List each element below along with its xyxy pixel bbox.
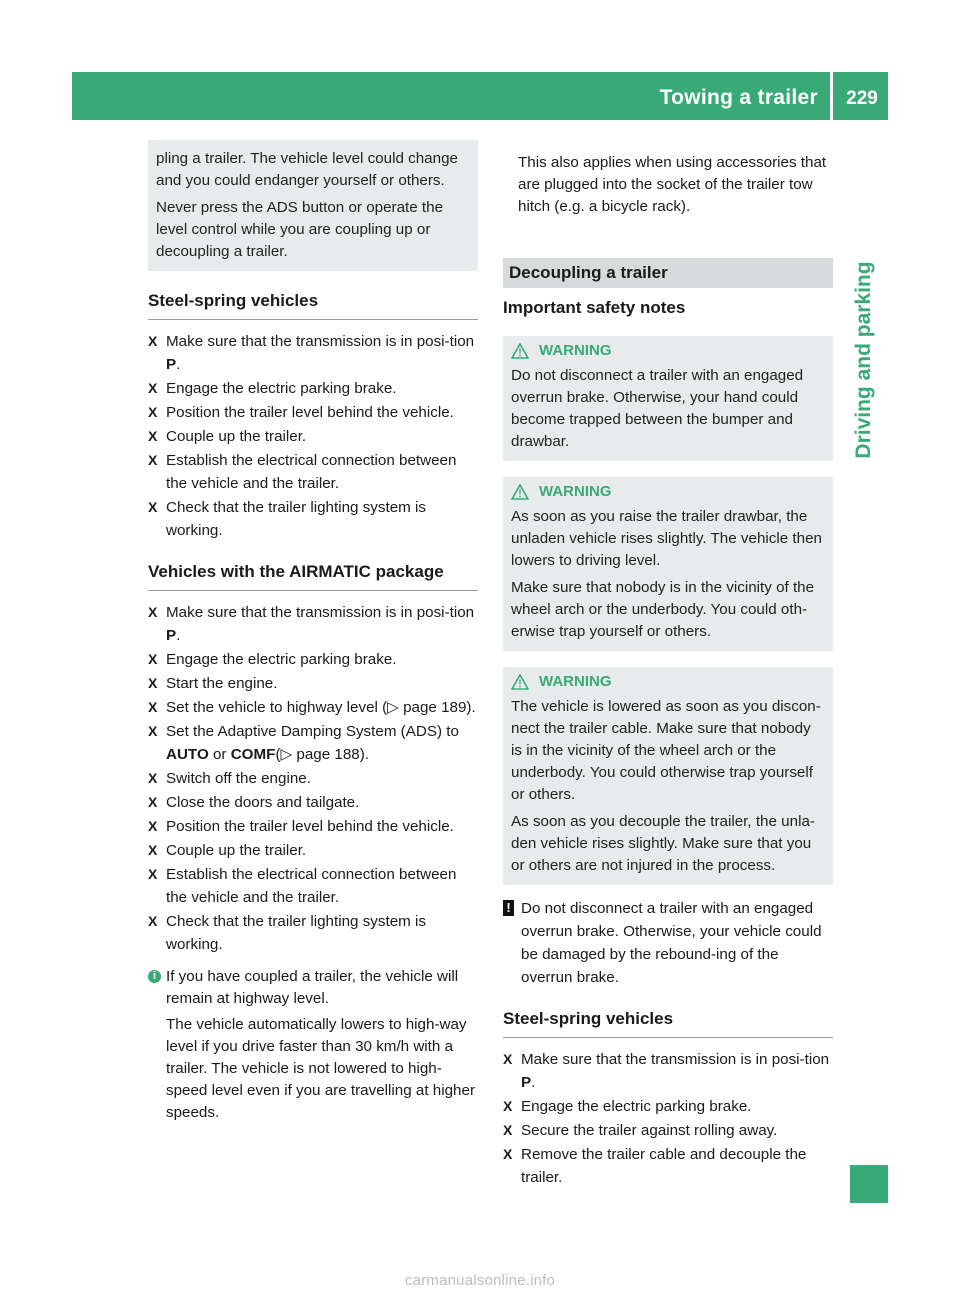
step-icon: X — [148, 499, 158, 515]
step-icon: X — [148, 675, 158, 691]
list-item: X Establish the electrical connection between the vehicle and the trailer. — [148, 863, 478, 909]
step-icon: X — [503, 1098, 513, 1114]
list-item: X Establish the electrical connection between the vehicle and the trailer. — [148, 449, 478, 495]
step-icon: X — [148, 699, 158, 715]
list-item: X Make sure that the transmission is in posi-tion P. — [148, 330, 478, 376]
info-paragraph: If you have coupled a trailer, the vehicle will remain at highway level. — [166, 968, 459, 1007]
list-item: X Check that the trailer lighting system is working. — [148, 910, 478, 956]
list-item: X Position the trailer level behind the vehicle. — [148, 401, 478, 424]
step-icon: X — [148, 866, 158, 882]
info-paragraph: The vehicle automatically lowers to high-way level if you drive faster than 30 km/h with a trailer. The vehicle is not lowered to high-speed level even if you are travelling at higher speeds. — [166, 1016, 476, 1121]
step-icon: X — [148, 404, 158, 420]
exclamation-icon: ! — [503, 900, 514, 916]
list-item: X Engage the electric parking brake. — [148, 648, 478, 671]
list-item: X Couple up the trailer. — [148, 425, 478, 448]
step-icon: X — [148, 723, 158, 739]
list-item: X Set the Adaptive Damping System (ADS) to AUTO or COMF(▷ page 188). — [148, 720, 478, 766]
box-paragraph: pling a trailer. The vehicle level could change and you could endanger yourself or others. — [156, 150, 458, 189]
list-item: X Make sure that the transmission is in posi-tion P. — [503, 1048, 833, 1094]
step-icon: X — [148, 380, 158, 396]
warning-text: Make sure that nobody is in the vicinity of the wheel arch or the underbody. You could oth-erwise trap yourself or others. — [511, 579, 815, 640]
steel-spring-heading: Steel-spring vehicles — [503, 1009, 833, 1038]
list-item: X Engage the electric parking brake. — [503, 1095, 833, 1118]
list-item: X Start the engine. — [148, 672, 478, 695]
step-icon: X — [148, 794, 158, 810]
right-column — [503, 152, 833, 1190]
steel-spring-heading: Steel-spring vehicles — [148, 291, 478, 320]
warning-title: WARNING — [511, 342, 823, 359]
damage-note — [503, 897, 833, 989]
step-icon: X — [148, 818, 158, 834]
box-paragraph: Never press the ADS button or operate the level control while you are coupling up or decoupling a trailer. — [156, 199, 444, 260]
list-item: X Switch off the engine. — [148, 767, 478, 790]
intro-paragraph: This also applies when using accessories that are plugged into the socket of the trailer tow hitch (e.g. a bicycle rack). — [518, 154, 827, 215]
page-title: Towing a trailer — [659, 86, 818, 109]
list-item: X Couple up the trailer. — [148, 839, 478, 862]
section-side-tab: Driving and parking — [852, 261, 875, 459]
continued-warning-box — [148, 140, 478, 271]
step-icon: X — [148, 842, 158, 858]
warning-title: WARNING — [511, 673, 823, 690]
step-icon: X — [148, 452, 158, 468]
warning-triangle-icon — [511, 343, 539, 359]
warning-box — [503, 336, 833, 461]
list-item: X Remove the trailer cable and decouple the trailer. — [503, 1143, 833, 1189]
warning-text: As soon as you decouple the trailer, the unla-den vehicle rises slightly. Make sure that you or others are not injured in the process. — [511, 813, 815, 874]
warning-triangle-icon — [511, 674, 539, 690]
warning-box — [503, 667, 833, 885]
warning-text: As soon as you raise the trailer drawbar, the unladen vehicle rises slightly. The vehicle then lowers to driving level. — [511, 508, 822, 569]
step-icon: X — [148, 333, 158, 349]
step-icon: X — [503, 1122, 513, 1138]
step-icon: X — [148, 651, 158, 667]
watermark: carmanualsonline.info — [404, 1272, 556, 1289]
list-item — [148, 696, 478, 719]
warning-title: WARNING — [511, 483, 823, 500]
steel-spring-steps — [503, 1048, 833, 1189]
side-tab-marker — [850, 1165, 888, 1203]
step-icon: X — [148, 913, 158, 929]
header-divider — [830, 72, 833, 120]
step-icon: X — [148, 770, 158, 786]
warning-text: Do not disconnect a trailer with an engaged overrun brake. Otherwise, your hand could become trapped between the bumper and drawbar. — [511, 367, 804, 450]
steel-spring-steps — [148, 330, 478, 542]
warning-box — [503, 477, 833, 651]
list-item: X Position the trailer level behind the vehicle. — [148, 815, 478, 838]
safety-heading: Important safety notes — [503, 298, 686, 317]
list-item: X Secure the trailer against rolling away. — [503, 1119, 833, 1142]
airmatic-steps — [148, 601, 478, 956]
info-note — [148, 966, 478, 1124]
step-icon: X — [503, 1051, 513, 1067]
airmatic-heading: Vehicles with the AIRMATIC package — [148, 562, 478, 591]
list-item: X Close the doors and tailgate. — [148, 791, 478, 814]
page-ref[interactable]: (▷ page 188). — [275, 746, 370, 763]
warning-triangle-icon — [511, 484, 539, 500]
step-icon: X — [148, 604, 158, 620]
list-item: X Make sure that the transmission is in posi-tion P. — [148, 601, 478, 647]
page-ref[interactable]: Set the vehicle to highway level (▷ page 189). — [166, 699, 476, 716]
step-icon: X — [148, 428, 158, 444]
info-icon: i — [148, 970, 161, 983]
left-column — [148, 140, 478, 1128]
warning-text: The vehicle is lowered as soon as you discon-nect the trailer cable. Make sure that nobody is in the vicinity of the wheel arch or the underbody. You could otherwise trap yourself or others. — [511, 698, 821, 803]
step-icon: X — [503, 1146, 513, 1162]
note-text: Do not disconnect a trailer with an engaged overrun brake. Otherwise, your vehicle could be damaged by the rebound-ing of the overrun brake. — [521, 900, 822, 986]
list-item: X Check that the trailer lighting system is working. — [148, 496, 478, 542]
list-item: X Engage the electric parking brake. — [148, 377, 478, 400]
page-number: 229 — [846, 88, 878, 109]
decoupling-heading: Decoupling a trailer — [503, 258, 833, 288]
